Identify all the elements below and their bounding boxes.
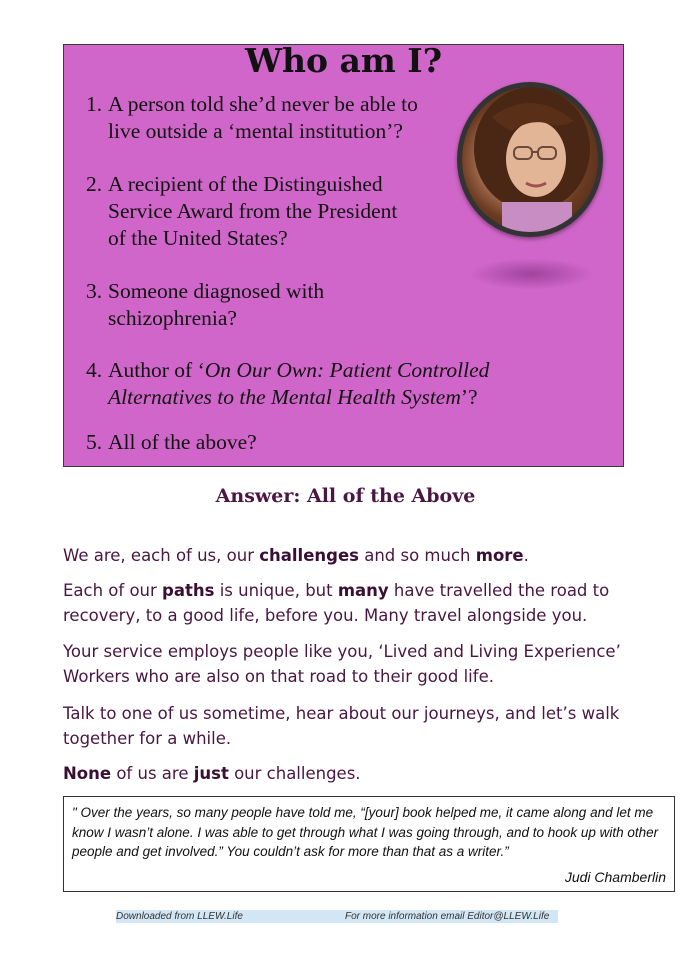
photo-reflection bbox=[469, 258, 594, 290]
portrait-image bbox=[462, 87, 598, 232]
portrait-photo bbox=[457, 82, 603, 237]
footer-email-text: For more information email Editor@LLEW.Life bbox=[345, 911, 550, 922]
footer-download-text: Downloaded from LLEW.Life bbox=[116, 911, 243, 922]
quiz-box bbox=[63, 41, 624, 467]
footer-bar bbox=[116, 910, 558, 923]
paragraph-3: Your service employs people like you, ‘Lived and Living Experience’ Workers who are also on that road to their good life. bbox=[63, 642, 621, 686]
quote-author: Judi Chamberlin bbox=[564, 869, 666, 885]
paragraph-1: We are, each of us, our challenges and so much more. bbox=[63, 546, 529, 565]
quiz-title: Who am I? bbox=[244, 41, 443, 80]
quote-text: " Over the years, so many people have told me, “[your] book helped me, it came along and let me know I wasn’t alone. I was able to get through what I was going through, and to hook up with other people and get involved.” You couldn’t ask for more than that as a writer.” bbox=[72, 805, 659, 859]
portrait-illustration bbox=[462, 87, 598, 232]
paragraph-2: Each of our paths is unique, but many have travelled the road to recovery, to a good life, before you. Many travel alongside you. bbox=[63, 581, 610, 625]
paragraph-5: None of us are just our challenges. bbox=[63, 764, 361, 783]
paragraph-4: Talk to one of us sometime, hear about our journeys, and let’s walk together for a while. bbox=[63, 704, 620, 748]
question-3: 3. Someone diagnosed with schizophrenia? bbox=[86, 279, 325, 330]
quote-box bbox=[63, 796, 675, 892]
question-1: 1. A person told she’d never be able to live outside a ‘mental institution’? bbox=[86, 92, 418, 143]
answer-heading: Answer: All of the Above bbox=[215, 485, 476, 507]
question-5: 5. All of the above? bbox=[86, 430, 257, 454]
question-2: 2. A recipient of the Distinguished Service Award from the President of the United States? bbox=[86, 172, 398, 250]
question-4: 4. Author of ‘On Our Own: Patient Controlled Alternatives to the Mental Health System’? bbox=[86, 358, 490, 409]
